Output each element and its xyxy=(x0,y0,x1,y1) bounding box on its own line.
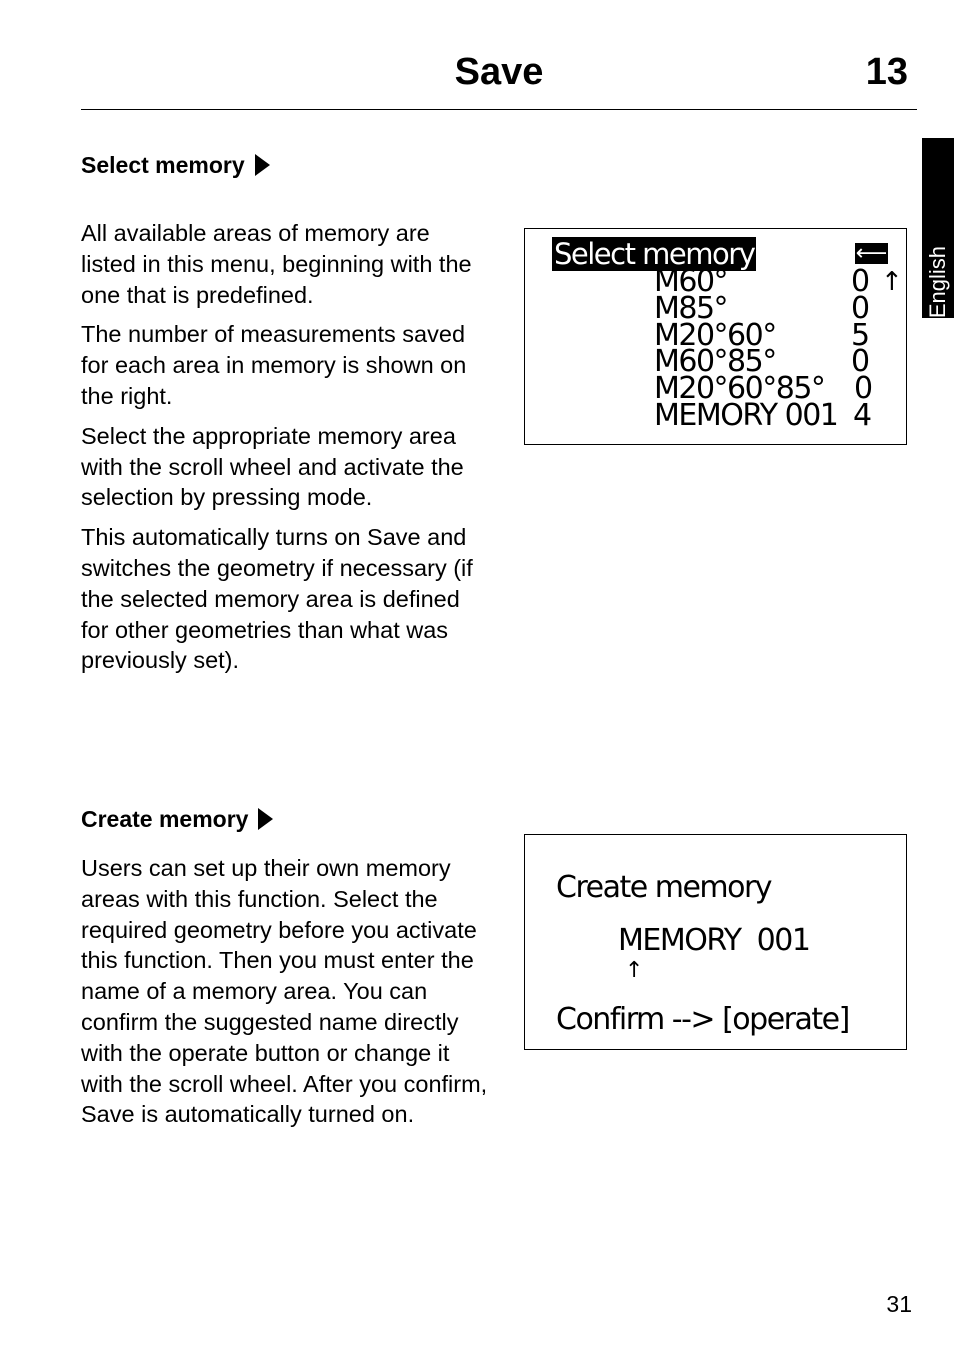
up-arrow-icon: ↑ xyxy=(625,958,642,983)
page-title: Save xyxy=(454,51,544,93)
paragraph: The number of measurements saved for each area in memory is shown on the right. xyxy=(81,321,467,409)
select-memory-heading xyxy=(81,151,270,179)
language-tab xyxy=(922,138,954,318)
select-memory-display xyxy=(524,228,907,445)
create-memory-text xyxy=(81,853,493,1139)
memory-name-field: MEMORY 001 xyxy=(618,923,810,958)
paragraph: This automatically turns on Save and switches the geometry if necessary (if the selected memory area is defined for other geometries than what was previously set). xyxy=(81,524,473,674)
memory-name: MEMORY 001 xyxy=(654,398,838,433)
page-number: 31 xyxy=(886,1291,912,1317)
memory-count: 0 xyxy=(851,264,869,299)
select-memory-heading-text: Select memory xyxy=(81,152,245,178)
triangle-right-icon xyxy=(258,808,273,830)
left-arrow-icon: ⟵ xyxy=(855,241,888,266)
chapter-number: 13 xyxy=(865,51,908,93)
memory-name: M60° xyxy=(654,264,728,299)
memory-name: M20°60°85° xyxy=(654,371,825,406)
paragraph: Select the appropriate memory area with the scroll wheel and activate the selection by pressing mode. xyxy=(81,422,464,511)
header-rule xyxy=(81,109,917,110)
paragraph: Users can set up their own memory areas with this function. Select the required geometry before you activate this function. Then you must enter the name of a memory area. You can confirm the suggested name directly with the operate button or change it with the scroll wheel. After you confirm, Save is automatically turned on. xyxy=(81,855,488,1128)
display-title-text: Select memory xyxy=(554,237,755,271)
triangle-right-icon xyxy=(255,154,270,176)
memory-count: 0 xyxy=(851,291,869,326)
display-title: Create memory xyxy=(556,870,772,905)
select-memory-text xyxy=(81,218,491,685)
memory-count: 0 xyxy=(854,371,872,406)
memory-count: 5 xyxy=(851,318,869,353)
memory-count: 4 xyxy=(853,398,871,433)
create-memory-display xyxy=(524,834,907,1050)
memory-name: M60°85° xyxy=(654,344,776,379)
up-arrow-icon: ↑ xyxy=(881,267,902,297)
create-memory-heading-text: Create memory xyxy=(81,806,249,832)
memory-name: M85° xyxy=(654,291,728,326)
paragraph: All available areas of memory are listed in this menu, beginning with the one that is predefined. xyxy=(81,220,472,308)
language-tab-label: English xyxy=(925,245,950,318)
confirm-hint: Confirm --> [operate] xyxy=(556,1002,849,1037)
memory-name: M20°60° xyxy=(654,318,776,353)
memory-count: 0 xyxy=(851,344,869,379)
create-memory-heading xyxy=(81,805,273,833)
